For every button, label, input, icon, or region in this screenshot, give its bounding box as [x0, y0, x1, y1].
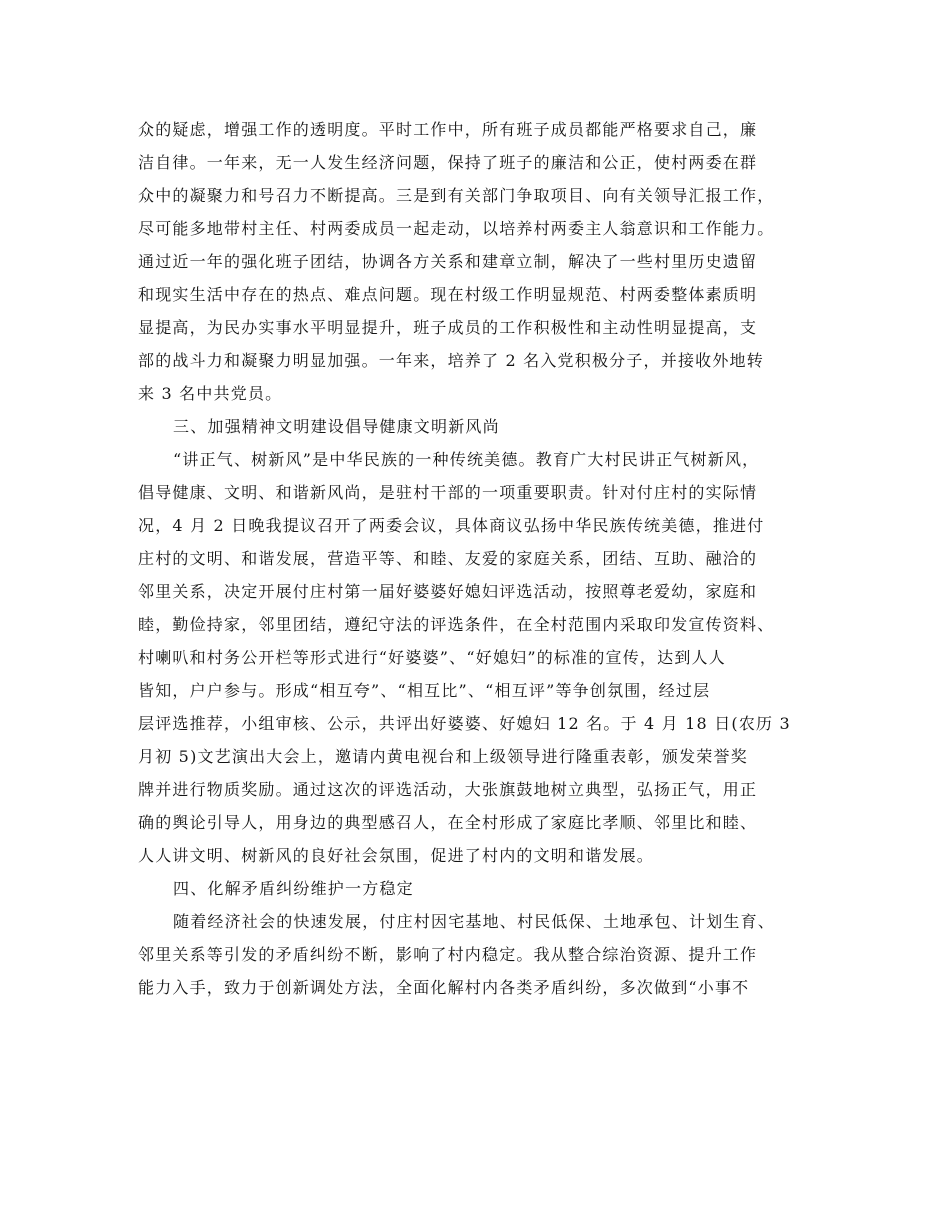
text-line: 邻里关系等引发的矛盾纠纷不断，影响了村内稳定。我从整合综治资源、提升工作 [138, 945, 758, 964]
text-line: 村喇叭和村务公开栏等形式进行“好婆婆”、“好媳妇”的标准的宣传，达到人人 [138, 648, 726, 667]
text-line: 众的疑虑，增强工作的透明度。平时工作中，所有班子成员都能严格要求自己，廉 [138, 120, 758, 139]
text-line: 人人讲文明、树新风的良好社会氛围，促进了村内的文明和谐发展。 [138, 846, 655, 865]
text-line: 皆知，户户参与。形成“相互夸”、“相互比”、“相互评”等争创氛围，经过层 [138, 681, 711, 700]
text-line: 庄村的文明、和谐发展，营造平等、和睦、友爱的家庭关系，团结、互助、融洽的 [138, 549, 758, 568]
text-line: 月初 5)文艺演出大会上，邀请内黄电视台和上级领导进行隆重表彰，颁发荣誉奖 [138, 747, 748, 766]
document-body [138, 113, 828, 1004]
text-line: 邻里关系，决定开展付庄村第一届好婆婆好媳妇评选活动，按照尊老爱幼，家庭和 [138, 582, 758, 601]
text-line: 显提高，为民办实事水平明显提升，班子成员的工作积极性和主动性明显提高，支 [138, 318, 758, 337]
text-line: 三、加强精神文明建设倡导健康文明新风尚 [173, 417, 500, 436]
text-line: 通过近一年的强化班子团结，协调各方关系和建章立制，解决了一些村里历史遗留 [138, 252, 758, 271]
text-line: 洁自律。一年来，无一人发生经济问题，保持了班子的廉洁和公正，使村两委在群 [138, 153, 758, 172]
text-line: 倡导健康、文明、和谐新风尚，是驻村干部的一项重要职责。针对付庄村的实际情 [138, 483, 758, 502]
text-line: 况，4 月 2 日晚我提议召开了两委会议，具体商议弘扬中华民族传统美德，推进付 [138, 516, 765, 535]
text-line: 尽可能多地带村主任、村两委成员一起走动，以培养村两委主人翁意识和工作能力。 [138, 219, 775, 238]
text-line: 随着经济社会的快速发展，付庄村因宅基地、村民低保、土地承包、计划生育、 [173, 912, 776, 931]
text-line: 能力入手，致力于创新调处方法，全面化解村内各类矛盾纠纷，多次做到“小事不 [138, 978, 750, 997]
text-line: 睦，勤俭持家，邻里团结，遵纪守法的评选条件，在全村范围内采取印发宣传资料、 [138, 615, 775, 634]
text-line: 确的舆论引导人，用身边的典型感召人，在全村形成了家庭比孝顺、邻里比和睦、 [138, 813, 758, 832]
text-line: 众中的凝聚力和号召力不断提高。三是到有关部门争取项目、向有关领导汇报工作， [138, 186, 775, 205]
text-line: 四、化解矛盾纠纷维护一方稳定 [173, 879, 414, 898]
text-line: 来 3 名中共党员。 [138, 384, 283, 403]
text-line: “讲正气、树新风”是中华民族的一种传统美德。教育广大村民讲正气树新风， [173, 450, 760, 469]
text-line: 层评选推荐，小组审核、公示，共评出好婆婆、好媳妇 12 名。于 4 月 18 日(农历 3 [138, 714, 791, 733]
text-line: 和现实生活中存在的热点、难点问题。现在村级工作明显规范、村两委整体素质明 [138, 285, 758, 304]
text-line: 牌并进行物质奖励。通过这次的评选活动，大张旗鼓地树立典型，弘扬正气，用正 [138, 780, 758, 799]
text-line: 部的战斗力和凝聚力明显加强。一年来，培养了 2 名入党积极分子，并接收外地转 [138, 351, 764, 370]
